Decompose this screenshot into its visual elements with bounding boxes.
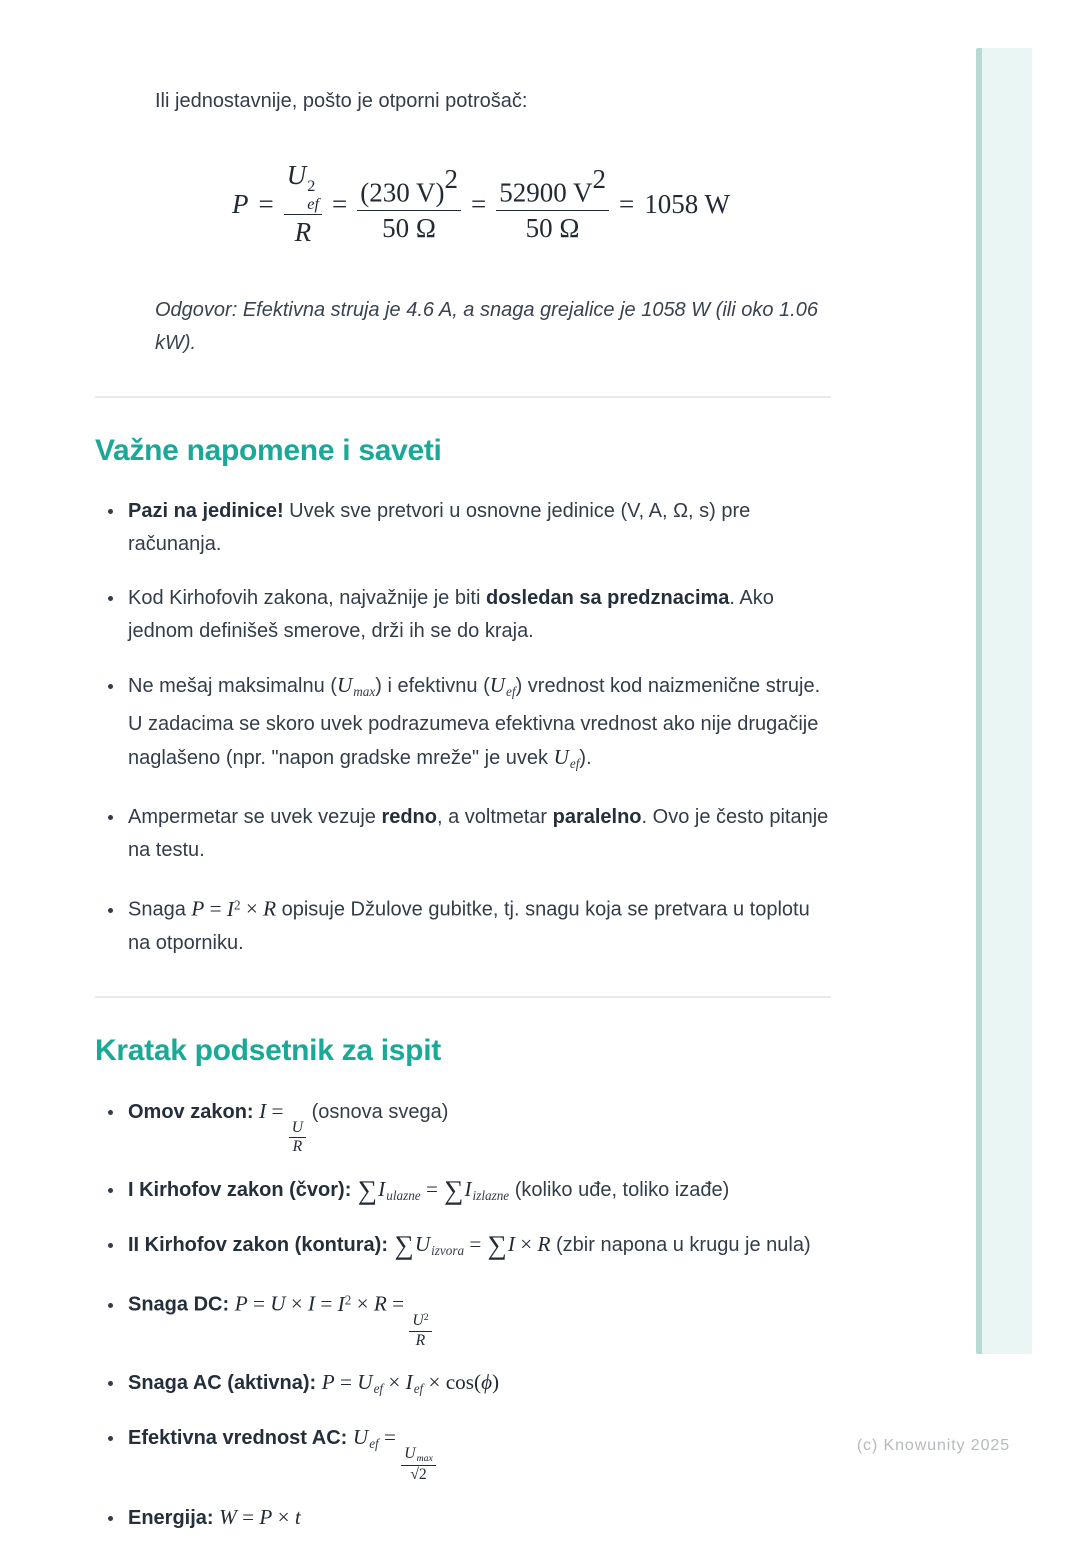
fraction: $\frac{Umax}{√2}$ bbox=[401, 1445, 436, 1484]
sum-symbol: ∑ bbox=[487, 1230, 507, 1261]
answer-paragraph: Odgovor: Efektivna struja je 4.6 A, a snaga grejalice je 1058 W (ili oko 1.06 kW). bbox=[155, 299, 818, 354]
fraction: U 2 ef R bbox=[284, 158, 322, 250]
power-formula: P = U 2 ef R = $\frac{(230 V)2}{50 \Omega}$ = $\frac{52900 V2}{50 \Omega}$ = 1058 W bbox=[95, 158, 831, 250]
section-title-napomene: Važne napomene i saveti bbox=[95, 434, 442, 467]
list-item: • Efektivna vrednost AC: Uef = $\frac{Umax}{√2}$ bbox=[125, 1421, 831, 1485]
page-content bbox=[95, 0, 831, 1551]
sum-symbol: ∑ bbox=[357, 1175, 378, 1206]
list-item: • Omov zakon: I = $\frac{U}{R}$ (osnova svega) bbox=[125, 1095, 831, 1158]
sum-symbol: ∑ bbox=[394, 1230, 414, 1261]
fraction: $\frac{(230 V)2}{50 \Omega}$ bbox=[357, 162, 461, 247]
list-item: • Snaga DC: $P = U \times I = I^2 \times R$ = $\frac{U^2}{R}$ bbox=[125, 1283, 831, 1350]
reminder-list bbox=[95, 1095, 831, 1535]
list-item: • Snaga $P = I^2 \times R$ opisuje Džulove gubitke, tj. snagu koja se pretvara u toplotu na otporniku. bbox=[125, 888, 831, 960]
section-divider bbox=[95, 996, 831, 998]
fraction: $\frac{U}{R}$ bbox=[289, 1119, 306, 1158]
fraction: $\frac{52900 V2}{50 \Omega}$ bbox=[496, 162, 609, 247]
list-item: • Energija: W = P × t bbox=[125, 1501, 831, 1535]
copyright-footer: (c) Knowunity 2025 bbox=[856, 1437, 1010, 1454]
list-item: • Snaga AC (aktivna): P = Uef × Ief × cos(ϕ) bbox=[125, 1366, 831, 1405]
list-item: • I Kirhofov zakon (čvor): ∑Iulazne = ∑Iizlazne (koliko uđe, toliko izađe) bbox=[125, 1173, 831, 1212]
list-item: • Pazi na jedinice! Uvek sve pretvori u osnovne jedinice (V, A, Ω, s) pre računanja. bbox=[125, 495, 831, 561]
section-title-podsetnik: Kratak podsetnik za ispit bbox=[95, 1033, 441, 1067]
list-item: • Ne mešaj maksimalnu (Umax) i efektivnu (Uef) vrednost kod naizmenične struje. U zadacima se skoro uvek podrazumeva efektivna vrednost ako nije drugačije naglašeno (npr. "napon gradske mreže" je uvek Uef). bbox=[125, 669, 831, 780]
page-accent-bar bbox=[976, 48, 1032, 1354]
fraction: $\frac{U^2}{R}$ bbox=[409, 1312, 431, 1351]
intro-paragraph: Ili jednostavnije, pošto je otporni potrošač: bbox=[155, 90, 528, 112]
list-item: • II Kirhofov zakon (kontura): ∑Uizvora = ∑I × R (zbir napona u krugu je nula) bbox=[125, 1228, 831, 1267]
notes-list bbox=[95, 495, 831, 960]
list-item: • Ampermetar se uvek vezuje redno, a voltmetar paralelno. Ovo je često pitanje na testu. bbox=[125, 801, 831, 867]
sum-symbol: ∑ bbox=[444, 1175, 464, 1206]
list-item: • Kod Kirhofovih zakona, najvažnije je biti dosledan sa predznacima. Ako jednom definišeš smerove, drži ih se do kraja. bbox=[125, 582, 831, 648]
section-divider bbox=[95, 396, 831, 398]
